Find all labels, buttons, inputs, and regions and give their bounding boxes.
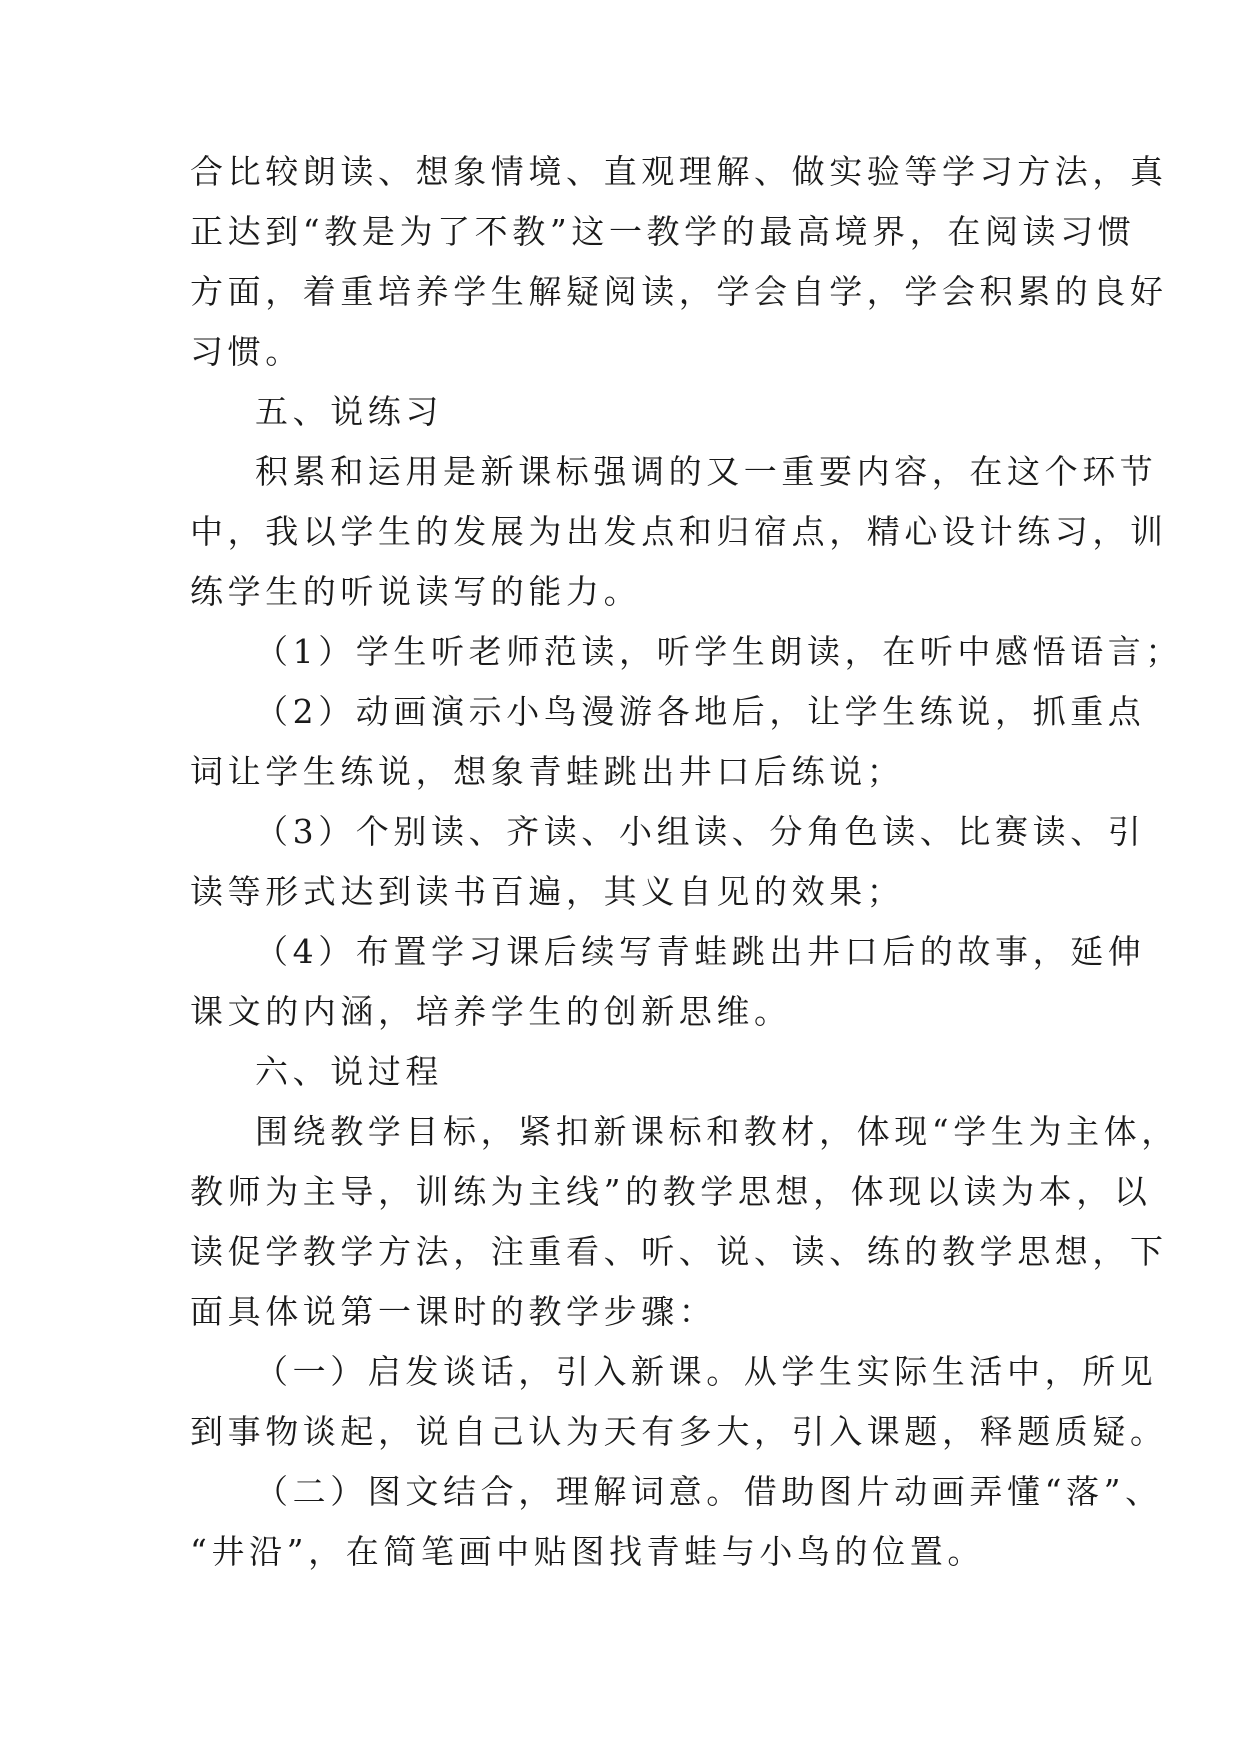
- text-line: 合比较朗读、想象情境、直观理解、做实验等学习方法，真: [190, 152, 1168, 191]
- text-line: 读等形式达到读书百遍，其义自见的效果；: [190, 872, 905, 911]
- text-line: 到事物谈起，说自己认为天有多大，引入课题，释题质疑。: [190, 1412, 1168, 1451]
- text-line: 习惯。: [190, 332, 303, 371]
- text-line: 正达到“教是为了不教”这一教学的最高境界，在阅读习惯: [190, 212, 1136, 251]
- text-line: 积累和运用是新课标强调的又一重要内容，在这个环节: [255, 452, 1158, 491]
- list-item: （2）动画演示小鸟漫游各地后，让学生练说，抓重点: [255, 692, 1146, 731]
- list-item: （3）个别读、齐读、小组读、分角色读、比赛读、引: [255, 812, 1146, 851]
- text-line: 课文的内涵，培养学生的创新思维。: [190, 992, 792, 1031]
- text-line: 面具体说第一课时的教学步骤：: [190, 1292, 717, 1331]
- text-line: 练学生的听说读写的能力。: [190, 572, 642, 611]
- list-item: （一）启发谈话，引入新课。从学生实际生活中，所见: [255, 1352, 1158, 1391]
- list-item: （二）图文结合，理解词意。借助图片动画弄懂“落”、: [255, 1472, 1163, 1511]
- text-line: 读促学教学方法，注重看、听、说、读、练的教学思想，下: [190, 1232, 1168, 1271]
- list-item: （1）学生听老师范读，听学生朗读，在听中感悟语言；: [255, 632, 1183, 671]
- section-heading: 五、说练习: [255, 392, 443, 431]
- text-line: 方面，着重培养学生解疑阅读，学会自学，学会积累的良好: [190, 272, 1168, 311]
- text-line: “井沿”，在简笔画中贴图找青蛙与小鸟的位置。: [190, 1532, 985, 1571]
- text-line: 围绕教学目标，紧扣新课标和教材，体现“学生为主体，: [255, 1112, 1179, 1151]
- section-heading: 六、说过程: [255, 1052, 443, 1091]
- list-item: （4）布置学习课后续写青蛙跳出井口后的故事，延伸: [255, 932, 1146, 971]
- text-line: 中，我以学生的发展为出发点和归宿点，精心设计练习，训: [190, 512, 1168, 551]
- text-line: 教师为主导，训练为主线”的教学思想，体现以读为本，以: [190, 1172, 1152, 1211]
- text-line: 词让学生练说，想象青蛙跳出井口后练说；: [190, 752, 905, 791]
